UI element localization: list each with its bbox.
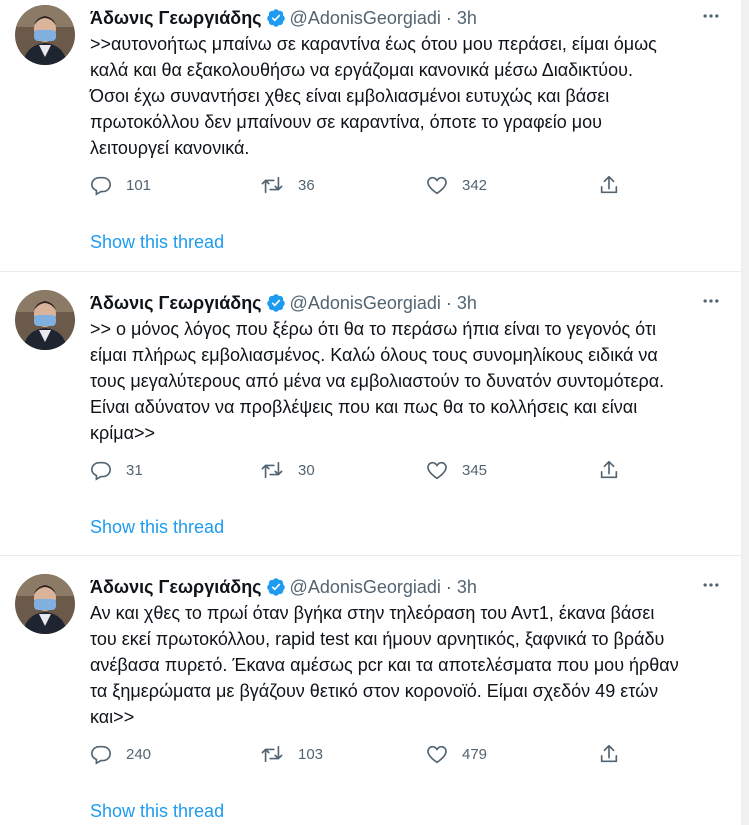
reply-count: 101 — [126, 176, 152, 194]
share-button[interactable] — [598, 457, 620, 483]
tweet-actions — [90, 172, 630, 198]
reply-button[interactable] — [90, 457, 143, 483]
tweet-actions — [90, 457, 630, 483]
separator-dot: · — [445, 577, 452, 597]
like-count: 342 — [462, 176, 488, 194]
show-thread-link[interactable]: Show this thread — [90, 232, 225, 252]
author-name[interactable]: Άδωνις Γεωργιάδης — [90, 8, 262, 28]
like-count: 479 — [462, 745, 488, 763]
more-icon — [701, 291, 721, 311]
author-name[interactable]: Άδωνις Γεωργιάδης — [90, 293, 262, 313]
timestamp[interactable]: 3h — [456, 577, 477, 597]
author-handle[interactable]: @AdonisGeorgiadi — [289, 8, 441, 28]
tweet[interactable] — [0, 569, 741, 825]
like-button[interactable] — [426, 457, 487, 483]
share-icon — [598, 459, 620, 481]
reply-icon — [90, 459, 112, 481]
retweet-count: 103 — [298, 745, 324, 763]
author-handle[interactable]: @AdonisGeorgiadi — [289, 293, 441, 313]
show-thread-link[interactable]: Show this thread — [90, 801, 225, 821]
retweet-button[interactable] — [260, 457, 315, 483]
reply-count: 31 — [126, 461, 143, 479]
like-button[interactable] — [426, 172, 487, 198]
reply-button[interactable] — [90, 741, 151, 767]
tweet-text: >> ο μόνος λόγος που ξέρω ότι θα το περάσω ήπια είναι το γεγονός ότι είμαι πλήρως εμβολιασμένος. Καλώ όλους τους συνομηλίκους ειδικά να τους μεγαλύτερους από μένα να εμβολιαστούν το δυνατόν συντομότερα. Είναι αδύνατον να προβλέψεις που και πως θα το κολλήσεις και είναι κρίμα>> — [90, 319, 665, 443]
share-icon — [598, 743, 620, 765]
more-icon — [701, 575, 721, 595]
more-options-button[interactable] — [699, 4, 723, 28]
tweet-actions — [90, 741, 630, 767]
author-handle[interactable]: @AdonisGeorgiadi — [289, 577, 441, 597]
tweet-header — [90, 575, 477, 599]
avatar-image — [15, 5, 75, 65]
timestamp[interactable]: 3h — [456, 293, 477, 313]
heart-icon — [426, 743, 448, 765]
retweet-icon — [260, 743, 284, 765]
like-count: 345 — [462, 461, 488, 479]
reply-icon — [90, 743, 112, 765]
heart-icon — [426, 459, 448, 481]
show-thread-link[interactable]: Show this thread — [90, 517, 225, 537]
tweet-text: Αν και χθες το πρωί όταν βγήκα στην τηλεόραση του Αντ1, έκανα βάσει του εκεί πρωτοκόλλου, rapid test και ήμουν αρνητικός, ξαφνικά το βράδυ ανέβασα πυρετό. Έκανα αμέσως pcr και τα αποτελέσματα που μου ήρθαν τα ξημερώματα με βγάζουν θετικό στον κορονοϊό. Είμαι σχεδόν 49 ετών και>> — [90, 603, 679, 727]
more-options-button[interactable] — [699, 289, 723, 313]
retweet-count: 36 — [298, 176, 315, 194]
verified-badge-icon — [266, 293, 286, 313]
more-options-button[interactable] — [699, 573, 723, 597]
like-button[interactable] — [426, 741, 487, 767]
more-icon — [701, 6, 721, 26]
retweet-icon — [260, 174, 284, 196]
timestamp[interactable]: 3h — [456, 8, 477, 28]
verified-badge-icon — [266, 8, 286, 28]
heart-icon — [426, 174, 448, 196]
tweet[interactable] — [0, 0, 741, 272]
share-button[interactable] — [598, 741, 620, 767]
reply-icon — [90, 174, 112, 196]
retweet-count: 30 — [298, 461, 315, 479]
verified-badge-icon — [266, 577, 286, 597]
avatar-image — [15, 574, 75, 634]
avatar[interactable] — [15, 5, 75, 65]
retweet-icon — [260, 459, 284, 481]
avatar-image — [15, 290, 75, 350]
scrollbar[interactable] — [741, 0, 749, 825]
retweet-button[interactable] — [260, 172, 315, 198]
tweet[interactable] — [0, 285, 741, 556]
separator-dot: · — [445, 293, 452, 313]
tweet-header — [90, 291, 477, 315]
reply-button[interactable] — [90, 172, 151, 198]
avatar[interactable] — [15, 574, 75, 634]
tweet-text: >>αυτονοήτως μπαίνω σε καραντίνα έως ότου μου περάσει, είμαι όμως καλά και θα εξακολουθήσω να εργάζομαι κανονικά μέσω Διαδικτύου. Όσοι έχω συναντήσει χθες είναι εμβολιασμένοι ευτυχώς και βάσει πρωτοκόλλου δεν μπαίνουν σε καραντίνα, όποτε το γραφείο μου λειτουργεί κανονικά. — [90, 34, 657, 158]
avatar[interactable] — [15, 290, 75, 350]
tweet-header — [90, 6, 477, 30]
author-name[interactable]: Άδωνις Γεωργιάδης — [90, 577, 262, 597]
reply-count: 240 — [126, 745, 152, 763]
share-icon — [598, 174, 620, 196]
share-button[interactable] — [598, 172, 620, 198]
separator-dot: · — [445, 8, 452, 28]
retweet-button[interactable] — [260, 741, 323, 767]
